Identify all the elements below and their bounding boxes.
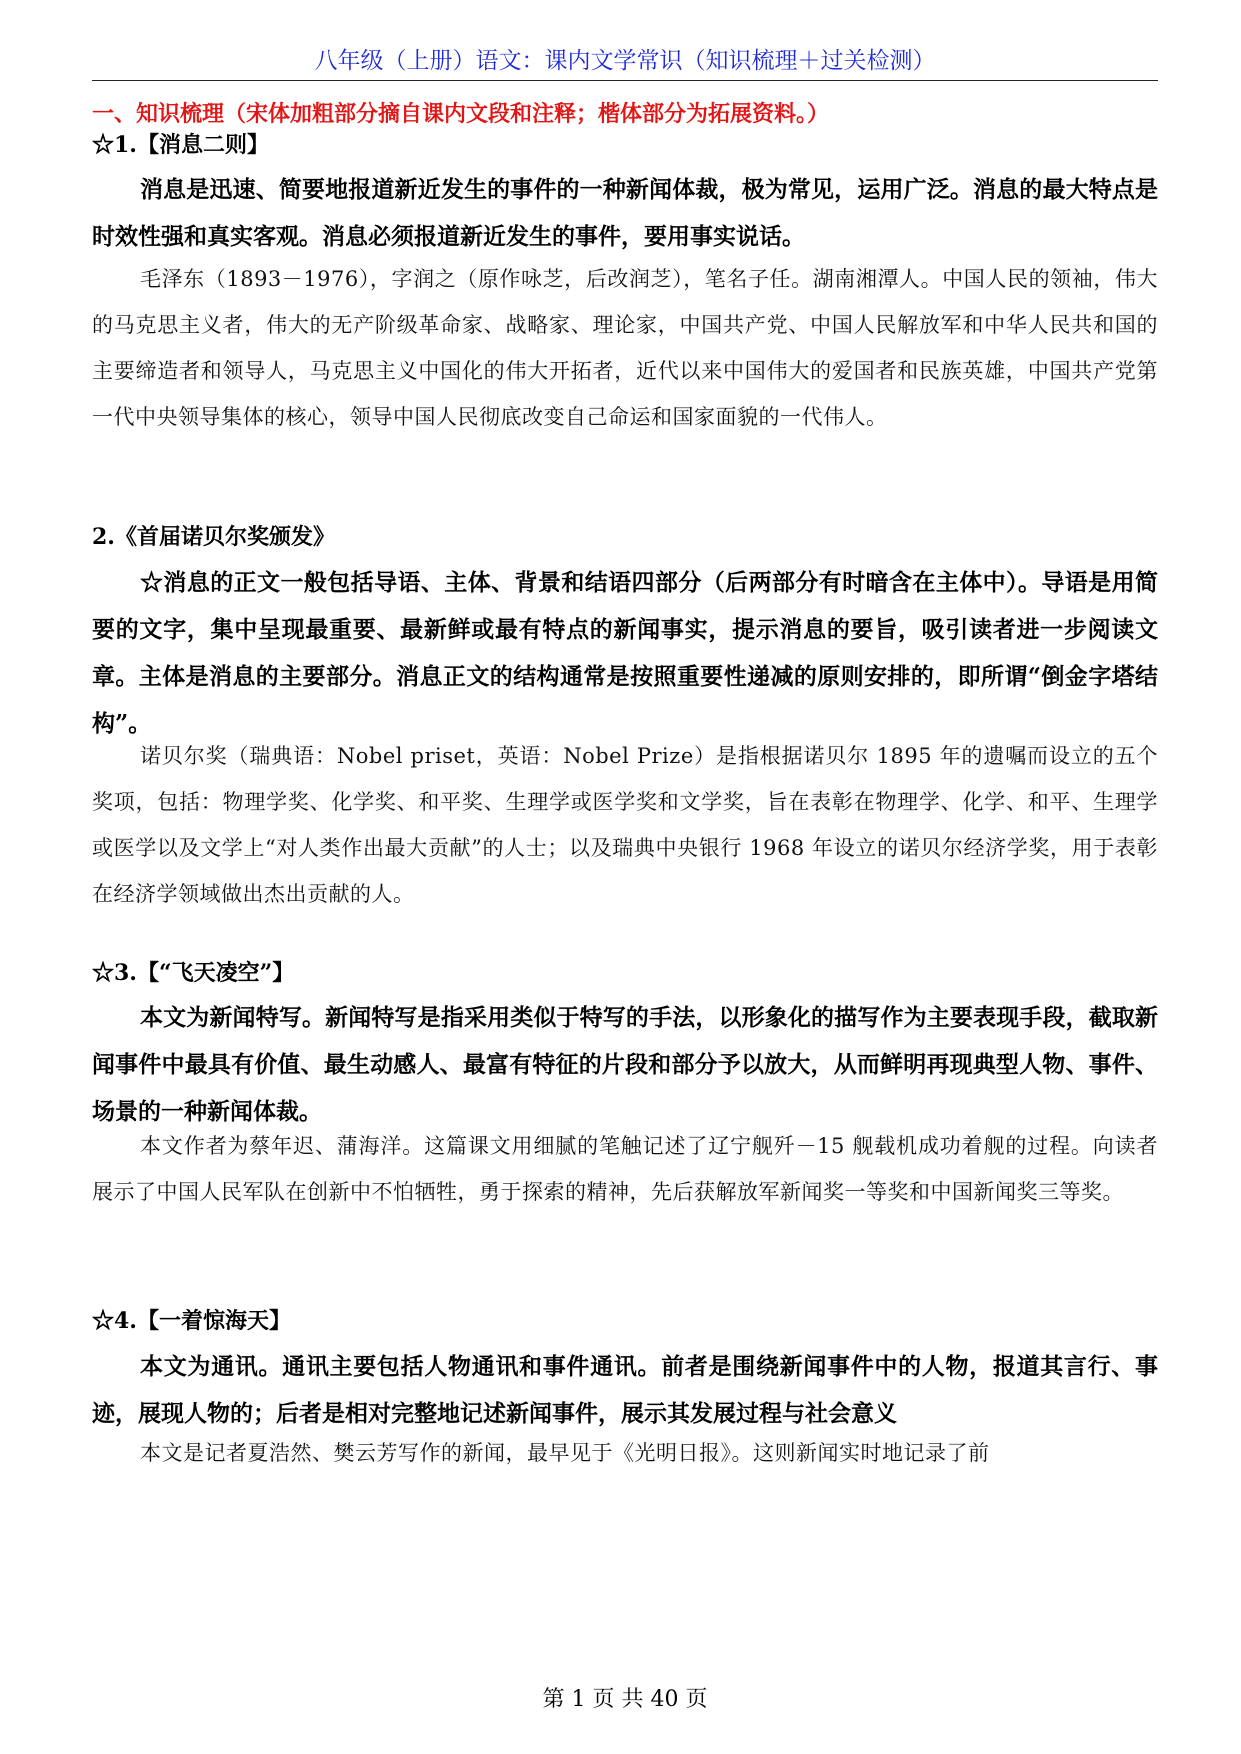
header-divider bbox=[92, 80, 1158, 81]
item-title-1: ☆1.【消息二则】 bbox=[92, 132, 269, 158]
section-heading: 一、知识梳理（宋体加粗部分摘自课内文段和注释；楷体部分为拓展资料。） bbox=[92, 102, 830, 127]
item-main-text-1: 消息是迅速、简要地报道新近发生的事件的一种新闻体裁，极为常见，运用广泛。消息的最大特点是时效性强和真实客观。消息必须报道新近发生的事件，要用事实说话。 bbox=[92, 176, 1158, 250]
item-main-text-3: 本文为新闻特写。新闻特写是指采用类似于特写的手法，以形象化的描写作为主要表现手段，截取新闻事件中最具有价值、最生动感人、最富有特征的片段和部分予以放大，从而鲜明再现典型人物、事件、场景的一种新闻体裁。 bbox=[92, 1004, 1158, 1125]
item-main-text-2: ☆消息的正文一般包括导语、主体、背景和结语四部分（后两部分有时暗含在主体中）。导语是用简要的文字，集中呈现最重要、最新鲜或最有特点的新闻事实，提示消息的要旨，吸引读者进一步阅读文章。主体是消息的主要部分。消息正文的结构通常是按照重要性递减的原则安排的，即所谓“倒金字塔结构”。 bbox=[92, 569, 1158, 737]
item-title-3: ☆3.【“飞天凌空”】 bbox=[92, 960, 295, 986]
item-extension-text-4: 本文是记者夏浩然、樊云芳写作的新闻，最早见于《光明日报》。这则新闻实时地记录了前 bbox=[140, 1441, 990, 1465]
item-title-2: 2.《首届诺贝尔奖颁发》 bbox=[92, 524, 335, 550]
document-header-title: 八年级（上册）语文：课内文学常识（知识梳理＋过关检测） bbox=[314, 48, 936, 74]
item-extension-text-1: 毛泽东（1893－1976），字润之（原作咏芝，后改润芝），笔名子任。湖南湘潭人。中国人民的领袖，伟大的马克思主义者，伟大的无产阶级革命家、战略家、理论家，中国共产党、中国人民解放军和中华人民共和国的主要缔造者和领导人，马克思主义中国化的伟大开拓者，近代以来中国伟大的爱国者和民族英雄，中国共产党第一代中央领导集体的核心，领导中国人民彻底改变自己命运和国家面貌的一代伟人。 bbox=[92, 267, 1158, 429]
item-extension-text-3: 本文作者为蔡年迟、蒲海洋。这篇课文用细腻的笔触记述了辽宁舰歼－15 舰载机成功着舰的过程。向读者展示了中国人民军队在创新中不怕牺牲，勇于探索的精神，先后获解放军新闻奖一等奖和中国新闻奖三等奖。 bbox=[92, 1134, 1158, 1204]
item-main-text-4: 本文为通讯。通讯主要包括人物通讯和事件通讯。前者是围绕新闻事件中的人物，报道其言行、事迹，展现人物的；后者是相对完整地记述新闻事件，展示其发展过程与社会意义 bbox=[92, 1353, 1158, 1427]
item-title-4: ☆4.【一着惊海天】 bbox=[92, 1308, 291, 1334]
page-number: 第 1 页 共 40 页 bbox=[542, 1687, 708, 1712]
item-extension-text-2: 诺贝尔奖（瑞典语：Nobel priset，英语：Nobel Prize）是指根据诺贝尔 1895 年的遗嘱而设立的五个奖项，包括：物理学奖、化学奖、和平奖、生理学或医学奖和文学奖，旨在表彰在物理学、化学、和平、生理学或医学以及文学上“对人类作出最大贡献”的人士；以及瑞典中央银行 1968 年设立的诺贝尔经济学奖，用于表彰在经济学领域做出杰出贡献的人。 bbox=[92, 744, 1158, 906]
